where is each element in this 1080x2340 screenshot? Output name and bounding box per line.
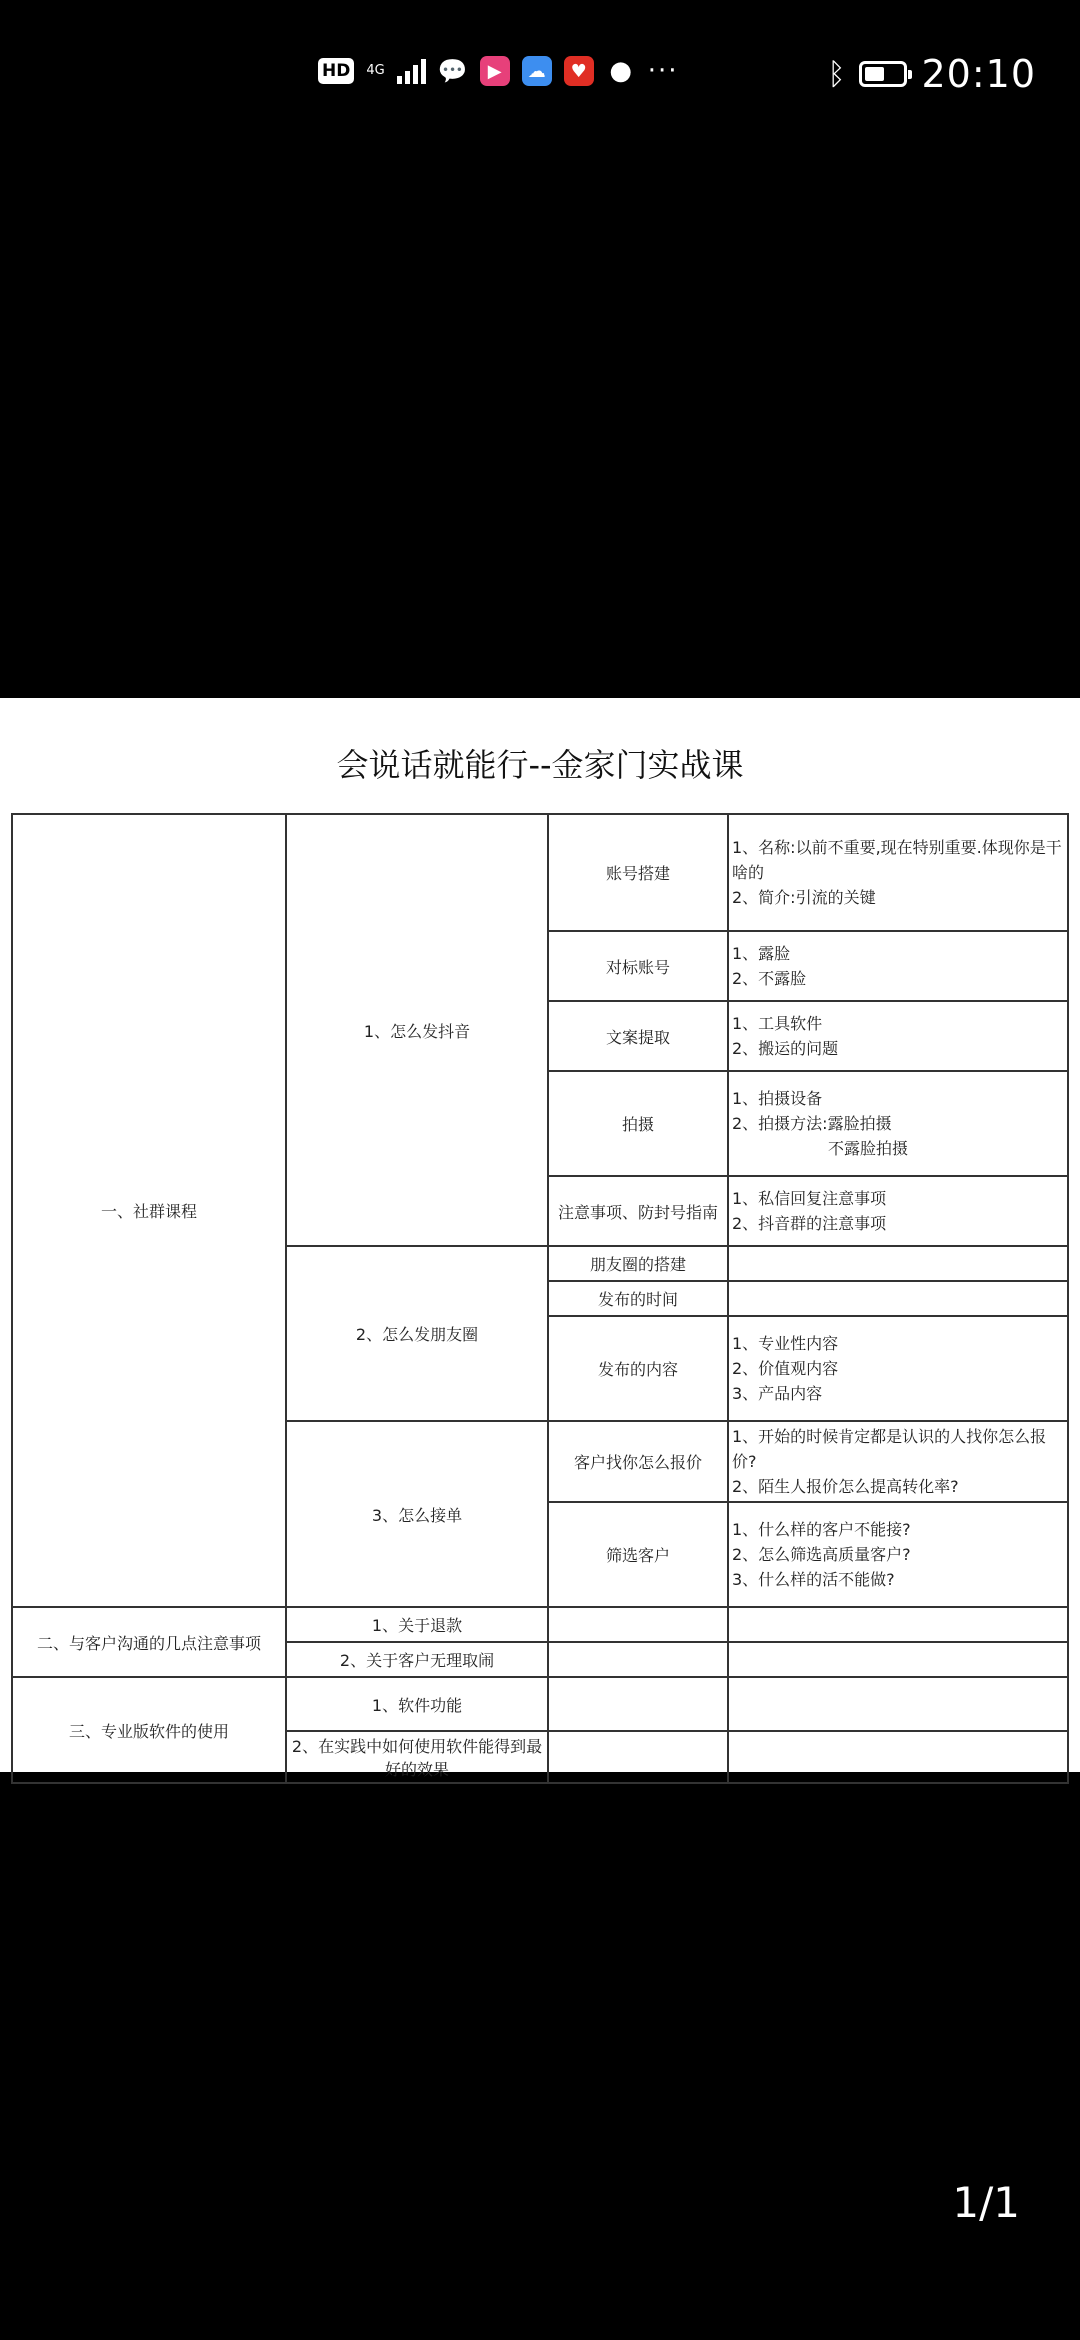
item-cell [548, 1607, 728, 1642]
detail-line: 2、价值观内容 [732, 1359, 839, 1378]
detail-line: 1、私信回复注意事项 [732, 1189, 887, 1208]
status-icons-right [827, 52, 1036, 96]
item-cell: 文案提取 [548, 1001, 728, 1071]
cloud-app-icon: ☁ [522, 56, 552, 86]
detail-line: 2、陌生人报价怎么提高转化率? [732, 1477, 959, 1496]
detail-cell [728, 1071, 1068, 1176]
hd-badge: HD [318, 58, 354, 84]
detail-cell [728, 1677, 1068, 1731]
signal-icon [397, 58, 426, 84]
item-cell: 发布的内容 [548, 1316, 728, 1421]
detail-line: 1、名称:以前不重要,现在特别重要.体现你是干啥的 [732, 838, 1062, 882]
detail-cell [728, 1001, 1068, 1071]
clock: 20:10 [921, 52, 1036, 96]
table-row [12, 1677, 1068, 1731]
detail-cell [728, 1176, 1068, 1246]
item-cell [548, 1731, 728, 1783]
detail-line: 3、什么样的活不能做? [732, 1570, 895, 1589]
document-image[interactable] [0, 698, 1080, 1779]
item-cell: 注意事项、防封号指南 [548, 1176, 728, 1246]
detail-line: 1、露脸 [732, 944, 791, 963]
table-row [12, 814, 1068, 931]
detail-cell [728, 1642, 1068, 1677]
detail-cell [728, 1731, 1068, 1783]
wechat-icon: 💬 [437, 57, 468, 85]
detail-line [732, 1136, 1064, 1161]
detail-line: 3、产品内容 [732, 1384, 823, 1403]
item-cell: 朋友圈的搭建 [548, 1246, 728, 1281]
detail-line-indented: 不露脸拍摄 [828, 1139, 909, 1158]
detail-line: 2、简介:引流的关键 [732, 888, 876, 907]
detail-line: 2、怎么筛选高质量客户? [732, 1545, 911, 1564]
section-cell: 二、与客户沟通的几点注意事项 [12, 1607, 286, 1677]
status-bar [0, 48, 1080, 108]
document-title: 会说话就能行--金家门实战课 [336, 746, 744, 784]
detail-line: 1、拍摄设备 [732, 1089, 823, 1108]
topic-cell: 1、怎么发抖音 [286, 814, 548, 1246]
topic-cell: 1、关于退款 [286, 1607, 548, 1642]
detail-cell [728, 1316, 1068, 1421]
item-cell [548, 1642, 728, 1677]
detail-cell [728, 1607, 1068, 1642]
item-cell: 发布的时间 [548, 1281, 728, 1316]
course-table [11, 813, 1069, 1784]
item-cell: 拍摄 [548, 1071, 728, 1176]
item-cell: 账号搭建 [548, 814, 728, 931]
item-cell [548, 1677, 728, 1731]
detail-line: 2、搬运的问题 [732, 1039, 839, 1058]
detail-line: 1、工具软件 [732, 1014, 823, 1033]
video-app-icon: ▶ [480, 56, 510, 86]
topic-cell: 2、怎么发朋友圈 [286, 1246, 548, 1421]
topic-cell: 3、怎么接单 [286, 1421, 548, 1607]
item-cell: 客户找你怎么报价 [548, 1421, 728, 1502]
topic-cell: 2、在实践中如何使用软件能得到最好的效果 [286, 1731, 548, 1783]
more-notifications-icon: ··· [647, 56, 679, 86]
bluetooth-icon: ᛒ [827, 56, 846, 92]
detail-line: 1、开始的时候肯定都是认识的人找你怎么报价? [732, 1427, 1047, 1471]
detail-line: 2、拍摄方法:露脸拍摄 [732, 1114, 892, 1133]
detail-cell [728, 814, 1068, 931]
page-indicator: 1/1 [952, 2178, 1020, 2227]
section-cell: 一、社群课程 [12, 814, 286, 1607]
topic-cell: 1、软件功能 [286, 1677, 548, 1731]
network-type: 4G [366, 63, 385, 78]
detail-line: 1、专业性内容 [732, 1334, 839, 1353]
status-icons-left [318, 56, 679, 86]
detail-line: 2、抖音群的注意事项 [732, 1214, 887, 1233]
detail-cell [728, 1421, 1068, 1502]
battery-icon [859, 61, 907, 87]
topic-cell: 2、关于客户无理取闹 [286, 1642, 548, 1677]
detail-cell [728, 1246, 1068, 1281]
message-icon: ● [609, 56, 633, 86]
detail-line: 2、不露脸 [732, 969, 807, 988]
section-cell: 三、专业版软件的使用 [12, 1677, 286, 1783]
detail-cell [728, 1502, 1068, 1607]
detail-cell [728, 1281, 1068, 1316]
detail-cell [728, 931, 1068, 1001]
detail-line: 1、什么样的客户不能接? [732, 1520, 911, 1539]
item-cell: 对标账号 [548, 931, 728, 1001]
pinduoduo-icon: ♥ [564, 56, 594, 86]
item-cell: 筛选客户 [548, 1502, 728, 1607]
table-row [12, 1607, 1068, 1642]
